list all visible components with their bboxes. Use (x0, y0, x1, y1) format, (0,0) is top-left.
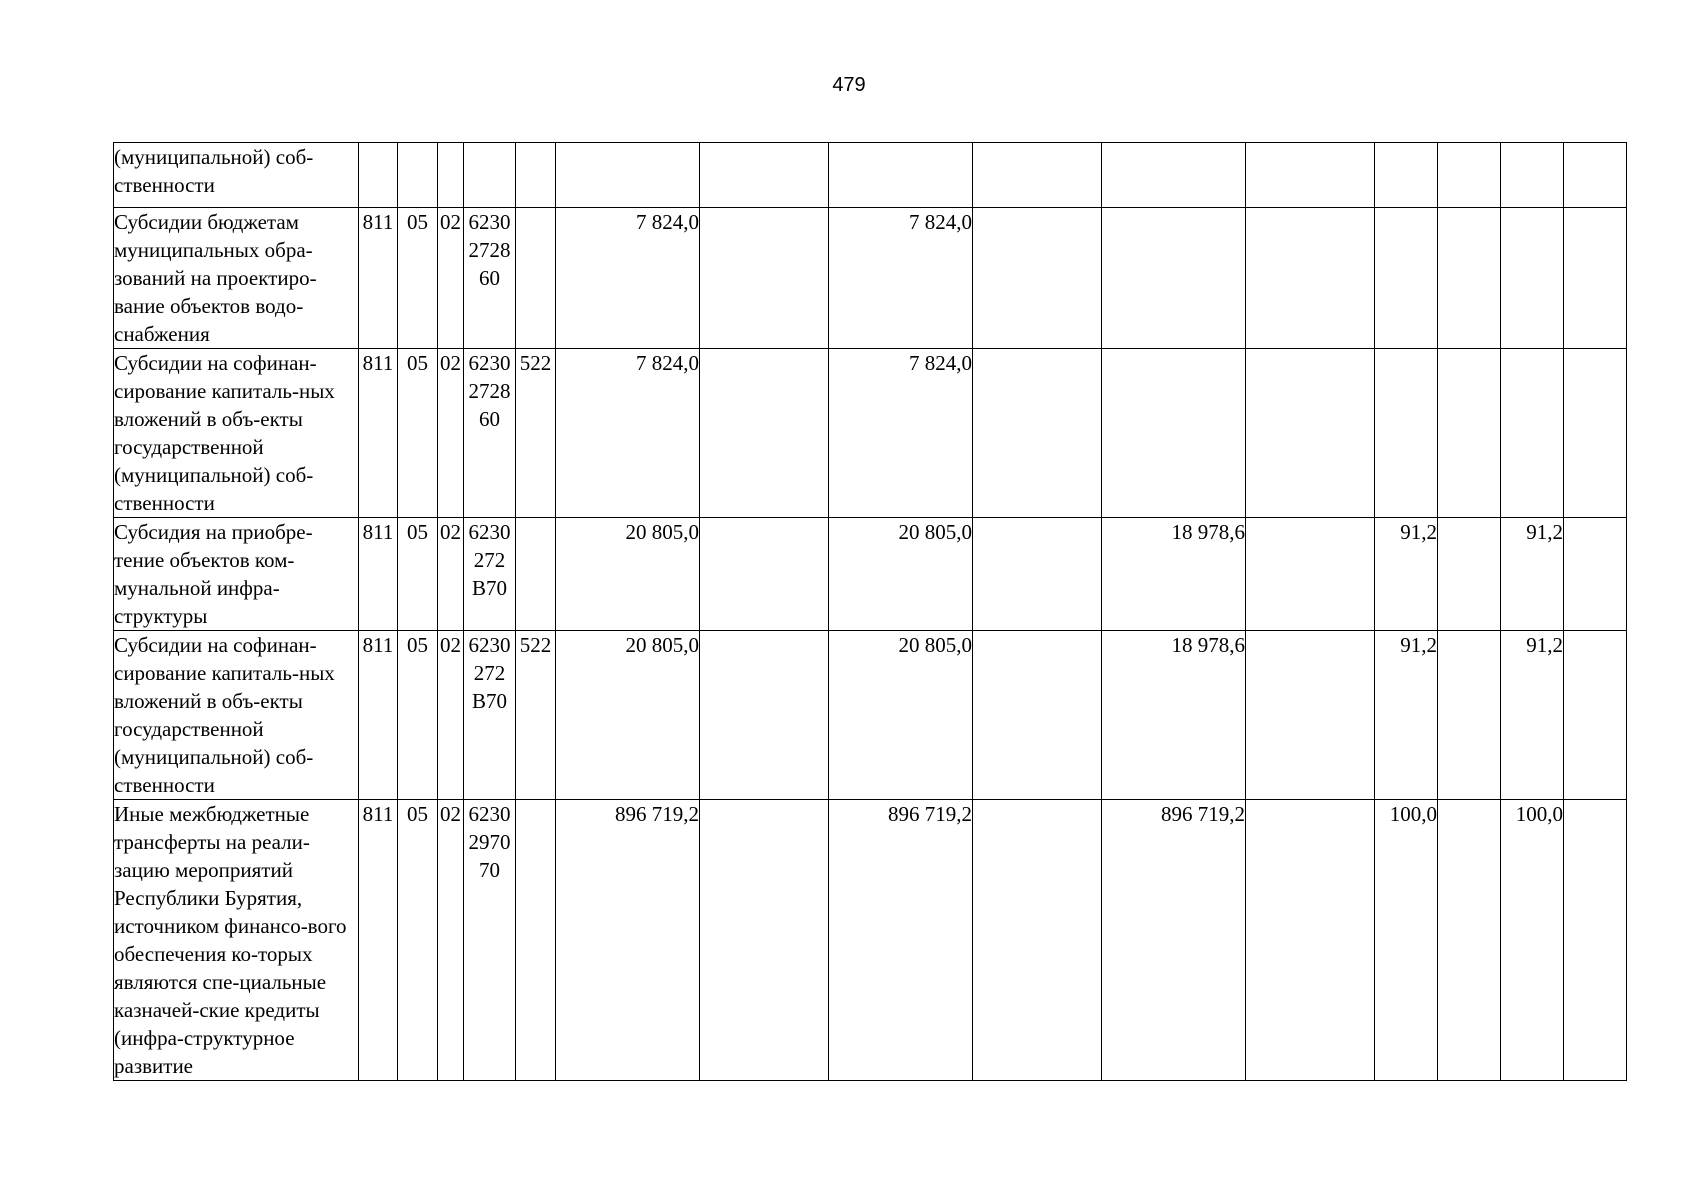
amount-planned: 7 824,0 (829, 208, 973, 349)
grbs-code: 811 (359, 349, 398, 518)
empty-cell (1564, 518, 1627, 631)
empty-cell (1564, 631, 1627, 800)
target-article-code (464, 143, 516, 208)
amount-approved: 7 824,0 (556, 208, 700, 349)
empty-cell (973, 143, 1102, 208)
empty-cell (1438, 349, 1501, 518)
table-row (114, 143, 1627, 208)
grbs-code: 811 (359, 518, 398, 631)
amount-approved: 7 824,0 (556, 349, 700, 518)
section-code: 05 (398, 208, 438, 349)
grbs-code: 811 (359, 208, 398, 349)
empty-cell (1564, 349, 1627, 518)
table-row (114, 518, 1627, 631)
empty-cell (1438, 631, 1501, 800)
expense-type-code (516, 143, 556, 208)
percent-executed-approved: 91,2 (1375, 631, 1438, 800)
page-number: 479 (832, 74, 866, 96)
empty-cell (1438, 800, 1501, 1081)
subsection-code: 02 (438, 349, 464, 518)
amount-approved: 896 719,2 (556, 800, 700, 1081)
empty-cell (973, 631, 1102, 800)
percent-executed-planned: 91,2 (1501, 518, 1564, 631)
percent-executed-planned (1501, 143, 1564, 208)
empty-cell (1438, 518, 1501, 631)
subsection-code: 02 (438, 631, 464, 800)
subsection-code: 02 (438, 518, 464, 631)
grbs-code (359, 143, 398, 208)
empty-cell (700, 518, 829, 631)
amount-planned: 7 824,0 (829, 349, 973, 518)
amount-planned: 896 719,2 (829, 800, 973, 1081)
row-name: Субсидия на приобре-тение объектов ком-мунальной инфра-структуры (114, 518, 359, 631)
budget-table (113, 142, 1627, 1081)
row-name: (муниципальной) соб- ственности (114, 143, 359, 208)
percent-executed-approved: 91,2 (1375, 518, 1438, 631)
empty-cell (1438, 208, 1501, 349)
target-article-code: 6230 2728 60 (464, 349, 516, 518)
percent-executed-planned (1501, 208, 1564, 349)
empty-cell (1438, 143, 1501, 208)
subsection-code: 02 (438, 208, 464, 349)
row-name: Субсидии на софинан-сирование капиталь-ных вложений в объ-екты государственной (муниципальной) соб-ственности (114, 631, 359, 800)
amount-planned: 20 805,0 (829, 631, 973, 800)
empty-cell (1564, 143, 1627, 208)
empty-cell (1246, 800, 1375, 1081)
amount-executed (1102, 349, 1246, 518)
amount-approved: 20 805,0 (556, 631, 700, 800)
expense-type-code (516, 800, 556, 1081)
empty-cell (1246, 208, 1375, 349)
empty-cell (700, 349, 829, 518)
amount-executed (1102, 208, 1246, 349)
amount-approved: 20 805,0 (556, 518, 700, 631)
empty-cell (1246, 143, 1375, 208)
subsection-code (438, 143, 464, 208)
table-row (114, 631, 1627, 800)
target-article-code: 6230 272 В70 (464, 518, 516, 631)
amount-executed (1102, 143, 1246, 208)
grbs-code: 811 (359, 631, 398, 800)
table-row (114, 349, 1627, 518)
empty-cell (1246, 518, 1375, 631)
percent-executed-approved (1375, 143, 1438, 208)
percent-executed-approved (1375, 349, 1438, 518)
amount-executed: 18 978,6 (1102, 518, 1246, 631)
empty-cell (1246, 631, 1375, 800)
grbs-code: 811 (359, 800, 398, 1081)
percent-executed-planned (1501, 349, 1564, 518)
empty-cell (700, 800, 829, 1081)
percent-executed-planned: 91,2 (1501, 631, 1564, 800)
empty-cell (700, 143, 829, 208)
empty-cell (973, 349, 1102, 518)
section-code: 05 (398, 800, 438, 1081)
empty-cell (700, 208, 829, 349)
table-row (114, 208, 1627, 349)
empty-cell (1564, 208, 1627, 349)
row-name: Иные межбюджетные трансферты на реали-зацию мероприятий Республики Бурятия, источником финансо-вого обеспечения ко-торых являются спе-циальные казначей-ские кредиты (инфра-структурное развитие (114, 800, 359, 1081)
empty-cell (973, 800, 1102, 1081)
empty-cell (700, 631, 829, 800)
amount-planned: 20 805,0 (829, 518, 973, 631)
amount-executed: 18 978,6 (1102, 631, 1246, 800)
row-name: Субсидии на софинан-сирование капиталь-ных вложений в объ-екты государственной (муниципальной) соб-ственности (114, 349, 359, 518)
expense-type-code: 522 (516, 631, 556, 800)
empty-cell (973, 518, 1102, 631)
percent-executed-planned: 100,0 (1501, 800, 1564, 1081)
amount-approved (556, 143, 700, 208)
empty-cell (1246, 349, 1375, 518)
empty-cell (1564, 800, 1627, 1081)
percent-executed-approved: 100,0 (1375, 800, 1438, 1081)
target-article-code: 6230 2728 60 (464, 208, 516, 349)
table-row (114, 800, 1627, 1081)
expense-type-code: 522 (516, 349, 556, 518)
row-name: Субсидии бюджетам муниципальных обра-зований на проектиро-вание объектов водо-снабжения (114, 208, 359, 349)
section-code: 05 (398, 349, 438, 518)
section-code (398, 143, 438, 208)
expense-type-code (516, 518, 556, 631)
section-code: 05 (398, 631, 438, 800)
expense-type-code (516, 208, 556, 349)
percent-executed-approved (1375, 208, 1438, 349)
amount-executed: 896 719,2 (1102, 800, 1246, 1081)
amount-planned (829, 143, 973, 208)
empty-cell (973, 208, 1102, 349)
subsection-code: 02 (438, 800, 464, 1081)
target-article-code: 6230 272 В70 (464, 631, 516, 800)
section-code: 05 (398, 518, 438, 631)
target-article-code: 6230 2970 70 (464, 800, 516, 1081)
